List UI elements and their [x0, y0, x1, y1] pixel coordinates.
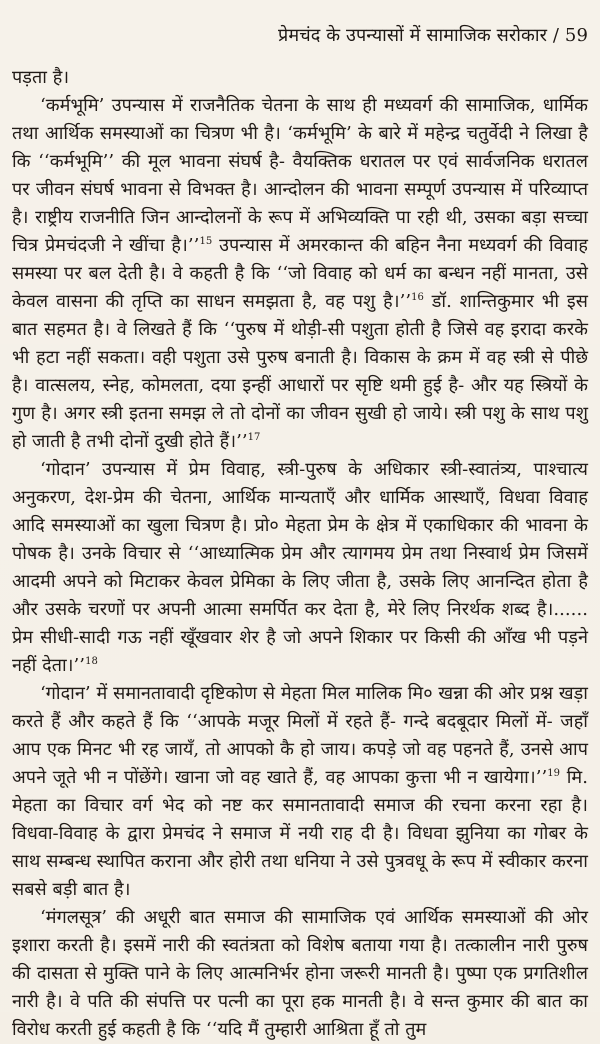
paragraph-karmabhoomi [12, 92, 588, 456]
paragraph-godan-1 [12, 456, 588, 680]
paragraph-text: ‘गोदान’ उपन्यास में प्रेम विवाह, स्त्री-पुरुष के अधिकार स्त्री-स्वातंत्र्य, पाश्चात्य अनुकरण, देश-प्रेम की चेतना, आर्थिक मान्यताएँ और धार्मिक आस्थाएँ, विधवा विवाह आदि समस्याओं का खुला चित्रण है। प्रो० मेहता प्रेम के क्षेत्र में एकाधिकार की भावना के पोषक है। उनके विचार से ‘‘आध्यात्मिक प्रेम और त्यागमय प्रेम तथा निस्वार्थ प्रेम जिसमें आदमी अपने को मिटाकर केवल प्रेमिका के लिए जीता है, उसके लिए आनन्दित होता है और उसके चरणों पर अपनी आत्मा समर्पित कर देता है, मेरे लिए निरर्थक शब्द है।...... प्रेम सीधी-सादी गऊ नहीं खूँखवार शेर है जो अपने शिकार पर किसी की आँख भी पड़ने नहीं देता।’’ [12, 459, 588, 676]
footnote-marker: 19 [547, 768, 561, 779]
paragraph-text: मि. मेहता का विचार वर्ग भेद को नष्ट कर समानतावादी समाज की रचना करना रहा है। विधवा-विवाह के द्वारा प्रेमचंद ने समाज में नयी राह दी है। विधवा झुनिया का गोबर के साथ सम्बन्ध स्थापित कराना और होरी तथा धनिया ने उसे पुत्रवधू के रूप में स्वीकार करना सबसे बड़ी बात है। [12, 767, 588, 900]
footnote-marker: 17 [247, 432, 261, 443]
footnote-marker: 18 [85, 656, 98, 667]
paragraph-text: ‘गोदान’ में समानतावादी दृष्टिकोण से मेहता मिल मालिक मि० खन्ना की ओर प्रश्न खड़ा करते हैं और कहते हैं कि ‘‘आपके मजूर मिलों में रहते हैं- गन्दे बदबूदार मिलों में- जहाँ आप एक मिनट भी रह जायँ, तो आपको कै हो जाय। कपड़े जो वह पहनते हैं, उनसे आप अपने जूते भी न पोंछेंगे। खाना जो वह खाते हैं, वह आपका कुत्ता भी न खायेगा।’’ [12, 683, 588, 788]
paragraph-text: ‘मंगलसूत्र’ की अधूरी बात समाज की सामाजिक एवं आर्थिक समस्याओं की ओर इशारा करती है। इसमें नारी की स्वतंत्रता को विशेष बताया गया है। तत्कालीन नारी पुरुष की दासता से मुक्ति पाने के लिए आत्मनिर्भर होना जरूरी मानती है। पुष्पा एक प्रगतिशील नारी है। वे पति की संपत्ति पर पत्नी का पूरा हक मानती है। वे सन्त कुमार की बात का विरोध करती हुई कहती है कि ‘‘यदि मैं तुम्हारी आश्रिता हूँ तो तुम [12, 907, 588, 1040]
running-title: प्रेमचंद के उपन्यासों में सामाजिक सरोकार / 59 [278, 25, 588, 46]
page-header [12, 26, 588, 64]
footnote-marker: 16 [411, 292, 424, 303]
paragraph-continuation [12, 64, 588, 92]
page-body [12, 64, 588, 1044]
paragraph-text: डॉ. शान्तिकुमार भी इस बात सहमत है। वे लिखते हैं कि ‘‘पुरुष में थोड़ी-सी पशुता होती है जिसे वह इरादा करके भी हटा नहीं सकता। वही पशुता उसे पुरुष बनाती है। विकास के क्रम में वह स्त्री से पीछे है। वात्सलय, स्नेह, कोमलता, दया इन्हीं आधारों पर सृष्टि थमी हुई है- और यह स्त्रियों के गुण है। अगर स्त्री इतना समझ ले तो दोनों का जीवन सुखी हो जाये। स्त्री पशु के साथ पशु हो जाती है तभी दोनों दुखी होते हैं।’’ [12, 291, 588, 452]
footnote-marker: 15 [199, 236, 213, 247]
paragraph-mangalsutra [12, 904, 588, 1044]
paragraph-godan-2 [12, 680, 588, 904]
paragraph-text: ‘कर्मभूमि’ उपन्यास में राजनैतिक चेतना के साथ ही मध्यवर्ग की सामाजिक, धार्मिक तथा आर्थिक समस्याओं का चित्रण भी है। ‘कर्मभूमि’ के बारे में महेन्द्र चतुर्वेदी ने लिखा है कि ‘‘कर्मभूमि’’ की मूल भावना संघर्ष है- वैयक्तिक धरातल पर एवं सार्वजनिक धरातल पर जीवन संघर्ष भावना से विभक्त है। आन्दोलन की भावना सम्पूर्ण उपन्यास में परिव्याप्त है। राष्ट्रीय राजनीति जिन आन्दोलनों के रूप में अभिव्यक्ति पा रही थी, उसका बड़ा सच्चा चित्र प्रेमचंदजी ने खींचा है।’’ [12, 95, 588, 256]
paragraph-text: उपन्यास में अमरकान्त की बहिन नैना मध्यवर्ग की विवाह समस्या पर बल देती है। वे कहती है कि ‘‘जो विवाह को धर्म का बन्धन नहीं मानता, उसे केवल वासना की तृप्ति का साधन समझता है, वह पशु है।’’ [12, 235, 588, 312]
paragraph-text: पड़ता है। [12, 67, 70, 88]
